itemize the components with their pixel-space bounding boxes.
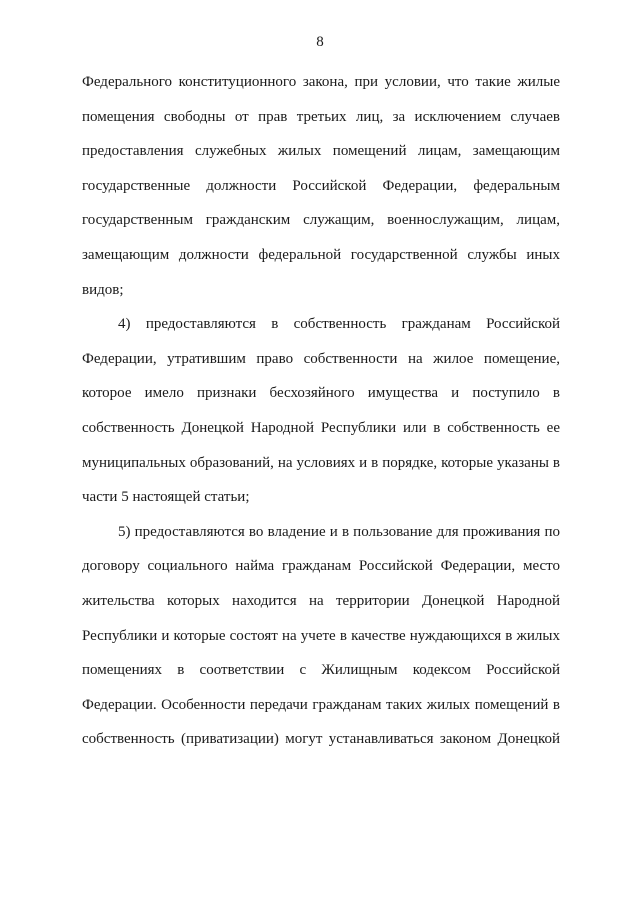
text-line: части 5 настоящей статьи;: [82, 489, 250, 506]
text-line: помещениях в соответствии с Жилищным кодексом Российской: [82, 662, 560, 679]
text-line: собственность (приватизации) могут устанавливаться законом Донецкой: [82, 731, 560, 748]
text-line: видов;: [82, 281, 124, 298]
text-line: собственность Донецкой Народной Республики или в собственность ее: [82, 419, 560, 436]
text-line: замещающим должности федеральной государственной службы иных: [82, 246, 560, 263]
text-line: 4) предоставляются в собственность гражданам Российской: [118, 316, 560, 333]
text-line: которое имело признаки бесхозяйного имущества и поступило в: [82, 385, 560, 402]
text-line: договору социального найма гражданам Российской Федерации, место: [82, 558, 560, 575]
text-line: Федерации, утратившим право собственности на жилое помещение,: [82, 350, 560, 367]
text-line: жительства которых находится на территории Донецкой Народной: [82, 592, 560, 609]
text-line: 5) предоставляются во владение и в пользование для проживания по: [118, 523, 560, 540]
text-line: Федерального конституционного закона, при условии, что такие жилые: [82, 74, 560, 90]
text-line: помещения свободны от прав третьих лиц, за исключением случаев: [82, 108, 560, 125]
text-line: государственным гражданским служащим, военнослужащим, лицам,: [82, 212, 560, 229]
text-line: Республики и которые состоят на учете в качестве нуждающихся в жилых: [82, 627, 560, 644]
page-number: 8: [316, 34, 324, 50]
text-line: Федерации. Особенности передачи гражданам таких жилых помещений в: [82, 696, 560, 713]
text-line: предоставления служебных жилых помещений лицам, замещающим: [82, 143, 560, 160]
text-line: государственные должности Российской Федерации, федеральным: [82, 177, 560, 194]
document-body: [82, 71, 560, 763]
text-line: муниципальных образований, на условиях и в порядке, которые указаны в: [82, 454, 560, 471]
